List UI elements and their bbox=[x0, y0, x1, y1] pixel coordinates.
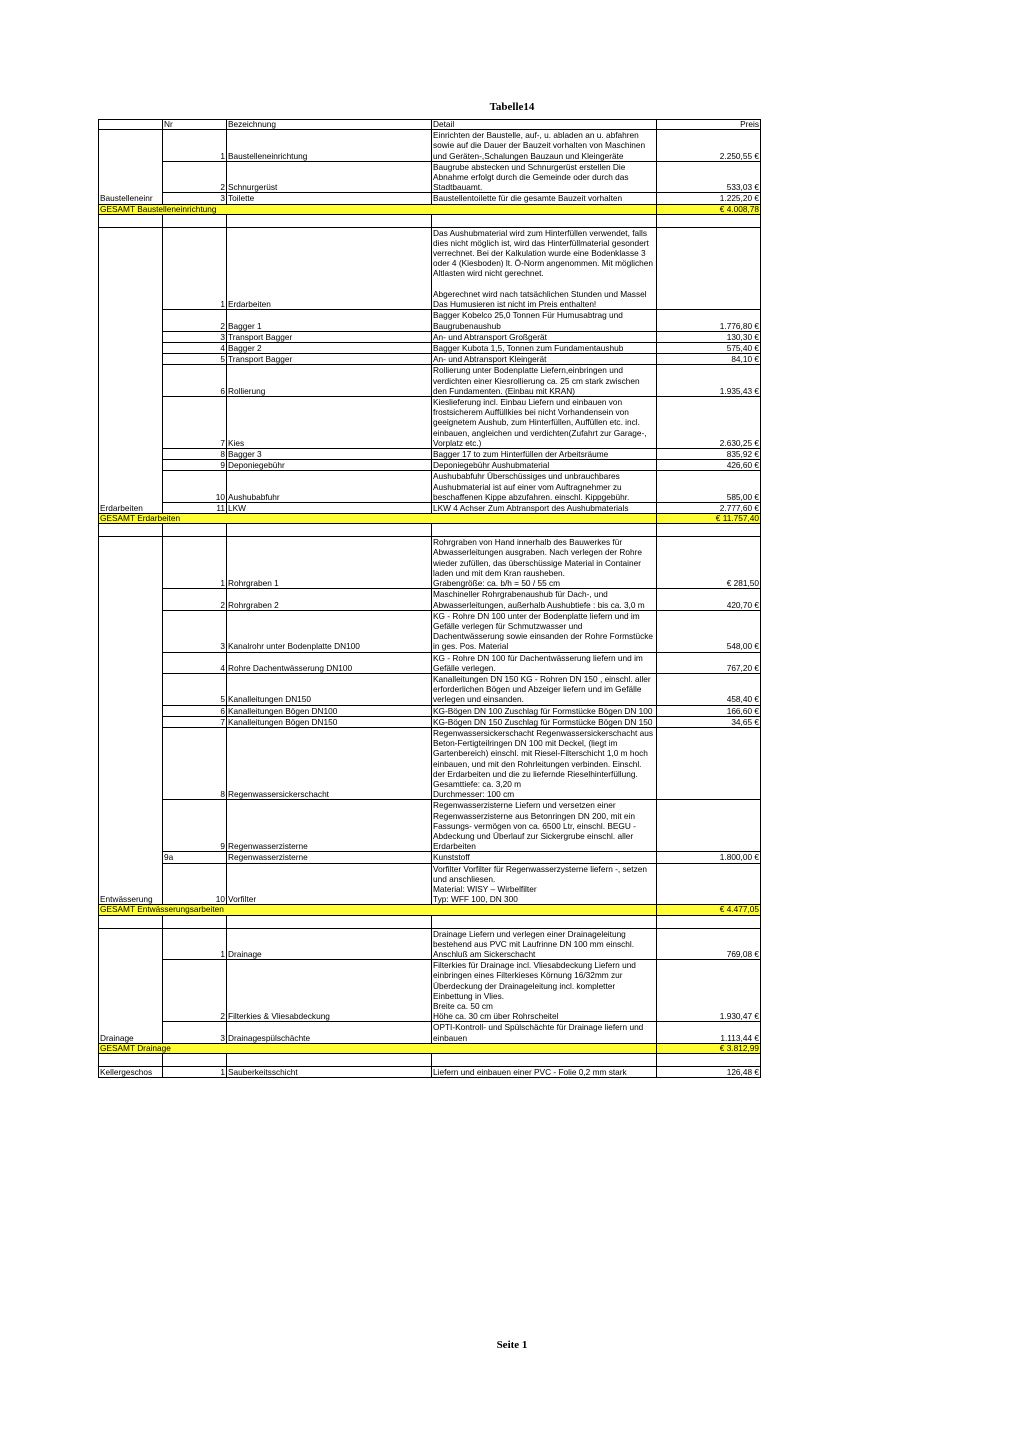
row-preis: 767,20 € bbox=[657, 652, 761, 673]
row-nr: 2 bbox=[163, 589, 227, 610]
row-preis bbox=[657, 863, 761, 905]
row-bezeichnung: Erdarbeiten bbox=[227, 227, 432, 310]
row-preis: 1.776,80 € bbox=[657, 310, 761, 331]
table-row bbox=[99, 396, 761, 448]
spacer-cell bbox=[227, 1053, 432, 1066]
row-detail: Einrichten der Baustelle, auf-, u. abladen an u. abfahren sowie auf die Dauer der Bauzeit vorhalten von Maschinen und Geräten-,Schalungen Bauzaun und Kleingeräte bbox=[432, 130, 657, 162]
section-total-value: € 4.008,78 bbox=[657, 204, 761, 214]
spacer-cell bbox=[227, 214, 432, 227]
spacer-cell bbox=[163, 1053, 227, 1066]
row-bezeichnung: Regenwasserzisterne bbox=[227, 800, 432, 852]
row-nr: 4 bbox=[163, 342, 227, 353]
row-detail: Regenwassersickerschacht Regenwassersickerschacht aus Beton-Fertigteilringen DN 100 mit Deckel, (liegt im Gartenbereich) einschl. mit Riesel-Filterschicht 1,0 m hoch einbauen, und mit den Rohrleitungen verbinden. Einschl. der Erdarbeiten und die zu liefernde Rieselhinterfüllung. Gesamttiefe: ca. 3,20 m Durchmesser: 100 cm bbox=[432, 727, 657, 799]
row-bezeichnung: Filterkies & Vliesabdeckung bbox=[227, 960, 432, 1022]
row-nr: 3 bbox=[163, 610, 227, 652]
row-preis: 84,10 € bbox=[657, 354, 761, 365]
table-row bbox=[99, 460, 761, 471]
row-nr: 9 bbox=[163, 800, 227, 852]
section-total-value: € 3.812,99 bbox=[657, 1043, 761, 1053]
section-label: Drainage bbox=[99, 928, 163, 1043]
table-row bbox=[99, 716, 761, 727]
row-detail: Bagger Kubota 1,5, Tonnen zum Fundamentaushub bbox=[432, 342, 657, 353]
row-bezeichnung: Schnurgerüst bbox=[227, 161, 432, 193]
table-row bbox=[99, 673, 761, 705]
table-row bbox=[99, 852, 761, 863]
section-total-label: GESAMT Drainage bbox=[99, 1043, 657, 1053]
row-detail: Regenwasserzisterne Liefern und versetzen einer Regenwasserzisterne aus Betonringen DN 200, mit ein Fassungs- vermögen von ca. 6500 Ltr, einschl. BEGU - Abdeckung und Überlauf zur Sickergrube einschl. aller Erdarbeiten bbox=[432, 800, 657, 852]
table-row bbox=[99, 800, 761, 852]
page-footer: Seite 1 bbox=[496, 1339, 528, 1351]
row-preis bbox=[657, 227, 761, 310]
table-row bbox=[99, 589, 761, 610]
row-nr: 3 bbox=[163, 331, 227, 342]
row-preis: 575,40 € bbox=[657, 342, 761, 353]
row-preis: 533,03 € bbox=[657, 161, 761, 193]
row-nr: 3 bbox=[163, 193, 227, 204]
row-bezeichnung: Kanalrohr unter Bodenplatte DN100 bbox=[227, 610, 432, 652]
spacer-cell bbox=[227, 524, 432, 537]
row-preis: 1.225,20 € bbox=[657, 193, 761, 204]
row-preis: € 281,50 bbox=[657, 537, 761, 589]
row-bezeichnung: Toilette bbox=[227, 193, 432, 204]
row-bezeichnung: Transport Bagger bbox=[227, 354, 432, 365]
row-bezeichnung: Transport Bagger bbox=[227, 331, 432, 342]
row-nr: 1 bbox=[163, 227, 227, 310]
spacer-cell bbox=[657, 214, 761, 227]
row-detail: Vorfilter Vorfilter für Regenwasserzysterne liefern -, setzen und anschliesen. Material: WISY – Wirbelfilter Typ: WFF 100, DN 300 bbox=[432, 863, 657, 905]
header-section-cell bbox=[99, 120, 163, 130]
row-detail: Rohrgraben von Hand innerhalb des Bauwerkes für Abwasserleitungen ausgraben. Nach verlegen der Rohre wieder zufüllen, das überschüssige Material in Container laden und mit dem Kran rausheben. Grabengröße: ca. b/h = 50 / 55 cm bbox=[432, 537, 657, 589]
table-row bbox=[99, 161, 761, 193]
spacer-cell bbox=[432, 214, 657, 227]
row-preis: 1.935,43 € bbox=[657, 365, 761, 397]
row-detail: Kieslieferung incl. Einbau Liefern und einbauen von frostsicherem Auffüllkies bei nicht Vorhandensein von geeignetem Aushub, zum Hinterfüllen, Auffüllen etc. incl. einbauen, angleichen und verdichten(Zufahrt zur Garage-, Vorplatz etc.) bbox=[432, 396, 657, 448]
spacer-cell bbox=[99, 1053, 163, 1066]
row-bezeichnung: Baustelleneinrichtung bbox=[227, 130, 432, 162]
row-nr: 8 bbox=[163, 727, 227, 799]
row-detail: LKW 4 Achser Zum Abtransport des Aushubmaterials bbox=[432, 502, 657, 513]
row-bezeichnung: Kanalleitungen Bögen DN150 bbox=[227, 716, 432, 727]
row-nr: 1 bbox=[163, 537, 227, 589]
table-header-row bbox=[99, 120, 761, 130]
table-row bbox=[99, 310, 761, 331]
header-nr: Nr bbox=[163, 120, 227, 130]
row-detail: Liefern und einbauen einer PVC - Folie 0,2 mm stark bbox=[432, 1066, 657, 1077]
row-bezeichnung: Bagger 1 bbox=[227, 310, 432, 331]
row-bezeichnung: Rohrgraben 1 bbox=[227, 537, 432, 589]
row-preis: 835,92 € bbox=[657, 448, 761, 459]
section-total-value: € 4.477,05 bbox=[657, 905, 761, 915]
row-detail: Rollierung unter Bodenplatte Liefern,einbringen und verdichten einer Kiesrollierung ca. 25 cm stark zwischen den Fundamenten. (Einbau mit KRAN) bbox=[432, 365, 657, 397]
spacer-cell bbox=[657, 524, 761, 537]
header-detail: Detail bbox=[432, 120, 657, 130]
row-bezeichnung: Regenwasserzisterne bbox=[227, 852, 432, 863]
row-nr: 8 bbox=[163, 448, 227, 459]
row-nr: 9 bbox=[163, 460, 227, 471]
row-bezeichnung: Drainagespülschächte bbox=[227, 1022, 432, 1043]
table-row bbox=[99, 928, 761, 960]
row-bezeichnung: Deponiegebühr bbox=[227, 460, 432, 471]
row-detail: Baustellentoilette für die gesamte Bauzeit vorhalten bbox=[432, 193, 657, 204]
row-preis: 1.930,47 € bbox=[657, 960, 761, 1022]
row-bezeichnung: Bagger 2 bbox=[227, 342, 432, 353]
row-preis: 548,00 € bbox=[657, 610, 761, 652]
row-bezeichnung: Kies bbox=[227, 396, 432, 448]
row-detail: KG-Bögen DN 150 Zuschlag für Formstücke Bögen DN 150 bbox=[432, 716, 657, 727]
section-total-label: GESAMT Baustelleneinrichtung bbox=[99, 204, 657, 214]
row-nr: 2 bbox=[163, 310, 227, 331]
row-nr: 3 bbox=[163, 1022, 227, 1043]
spacer-cell bbox=[657, 915, 761, 928]
row-nr: 1 bbox=[163, 1066, 227, 1077]
spacer-cell bbox=[99, 214, 163, 227]
row-preis: 2.630,25 € bbox=[657, 396, 761, 448]
table-row bbox=[99, 537, 761, 589]
row-bezeichnung: Kanalleitungen Bögen DN100 bbox=[227, 705, 432, 716]
section-spacer-row bbox=[99, 915, 761, 928]
section-total-row bbox=[99, 905, 761, 915]
spacer-cell bbox=[99, 915, 163, 928]
row-nr: 6 bbox=[163, 705, 227, 716]
row-preis: 166,60 € bbox=[657, 705, 761, 716]
row-preis: 130,30 € bbox=[657, 331, 761, 342]
table-row bbox=[99, 130, 761, 162]
row-bezeichnung: Rohre Dachentwässerung DN100 bbox=[227, 652, 432, 673]
row-nr: 4 bbox=[163, 652, 227, 673]
table-row bbox=[99, 863, 761, 905]
row-detail: Bagger Kobelco 25,0 Tonnen Für Humusabtrag und Baugrubenaushub bbox=[432, 310, 657, 331]
row-detail: KG - Rohre DN 100 für Dachentwässerung liefern und im Gefälle verlegen. bbox=[432, 652, 657, 673]
row-preis: 2.250,55 € bbox=[657, 130, 761, 162]
row-nr: 10 bbox=[163, 471, 227, 503]
row-preis: 426,60 € bbox=[657, 460, 761, 471]
row-nr: 2 bbox=[163, 960, 227, 1022]
row-detail: Bagger 17 to zum Hinterfüllen der Arbeitsräume bbox=[432, 448, 657, 459]
table-row bbox=[99, 354, 761, 365]
spacer-cell bbox=[163, 524, 227, 537]
row-detail: An- und Abtransport Kleingerät bbox=[432, 354, 657, 365]
row-bezeichnung: Aushubabfuhr bbox=[227, 471, 432, 503]
page-title: Tabelle14 bbox=[489, 101, 535, 113]
table-row bbox=[99, 331, 761, 342]
row-preis: 1.800,00 € bbox=[657, 852, 761, 863]
row-preis: 2.777,60 € bbox=[657, 502, 761, 513]
section-spacer-row bbox=[99, 524, 761, 537]
spacer-cell bbox=[432, 524, 657, 537]
section-total-label: GESAMT Entwässerungsarbeiten bbox=[99, 905, 657, 915]
row-bezeichnung: Bagger 3 bbox=[227, 448, 432, 459]
row-bezeichnung: Vorfilter bbox=[227, 863, 432, 905]
header-preis: Preis bbox=[657, 120, 761, 130]
spacer-cell bbox=[99, 524, 163, 537]
row-detail: Kunststoff bbox=[432, 852, 657, 863]
row-nr: 6 bbox=[163, 365, 227, 397]
spacer-cell bbox=[657, 1053, 761, 1066]
spacer-cell bbox=[432, 1053, 657, 1066]
section-label: Kellergeschos bbox=[99, 1066, 163, 1077]
table-row bbox=[99, 365, 761, 397]
row-bezeichnung: Drainage bbox=[227, 928, 432, 960]
table-row bbox=[99, 652, 761, 673]
spacer-cell bbox=[163, 214, 227, 227]
row-detail: KG - Rohre DN 100 unter der Bodenplatte liefern und im Gefälle verlegen für Schmutzwasser und Dachentwässerung sowie einsanden der Rohre Formstücke in ges. Pos. Material bbox=[432, 610, 657, 652]
row-detail: KG-Bögen DN 100 Zuschlag für Formstücke Bögen DN 100 bbox=[432, 705, 657, 716]
table-row bbox=[99, 1066, 761, 1077]
spacer-cell bbox=[432, 915, 657, 928]
row-nr: 10 bbox=[163, 863, 227, 905]
table-row bbox=[99, 727, 761, 799]
row-bezeichnung: LKW bbox=[227, 502, 432, 513]
row-detail: Aushubabfuhr Überschüssiges und unbrauchbares Aushubmaterial ist auf einer vom Auftragnehmer zu beschaffenen Kippe abzufahren. einschl. Kippgebühr. bbox=[432, 471, 657, 503]
row-bezeichnung: Regenwassersickerschacht bbox=[227, 727, 432, 799]
row-preis: 769,08 € bbox=[657, 928, 761, 960]
section-total-row bbox=[99, 1043, 761, 1053]
table-row bbox=[99, 960, 761, 1022]
section-label: Baustelleneinr bbox=[99, 130, 163, 204]
row-nr: 7 bbox=[163, 716, 227, 727]
table-row bbox=[99, 502, 761, 513]
row-preis: 34,65 € bbox=[657, 716, 761, 727]
spacer-cell bbox=[227, 915, 432, 928]
row-detail: OPTI-Kontroll- und Spülschächte für Drainage liefern und einbauen bbox=[432, 1022, 657, 1043]
row-nr: 1 bbox=[163, 130, 227, 162]
row-bezeichnung: Rollierung bbox=[227, 365, 432, 397]
row-detail: Kanalleitungen DN 150 KG - Rohren DN 150 , einschl. aller erforderlichen Bögen und Abzeiger liefern und im Gefälle verlegen und einsanden. bbox=[432, 673, 657, 705]
section-label: Erdarbeiten bbox=[99, 227, 163, 513]
table-row bbox=[99, 1022, 761, 1043]
row-detail: Deponiegebühr Aushubmaterial bbox=[432, 460, 657, 471]
section-label: Entwässerung bbox=[99, 537, 163, 905]
row-detail: Drainage Liefern und verlegen einer Drainageleitung bestehend aus PVC mit Laufrinne DN 100 mm einschl. Anschluß am Sickerschacht bbox=[432, 928, 657, 960]
table-row bbox=[99, 342, 761, 353]
row-nr: 5 bbox=[163, 673, 227, 705]
section-spacer-row bbox=[99, 1053, 761, 1066]
section-total-row bbox=[99, 514, 761, 524]
section-total-value: € 11.757,40 bbox=[657, 514, 761, 524]
row-nr: 11 bbox=[163, 502, 227, 513]
row-preis: 420,70 € bbox=[657, 589, 761, 610]
section-spacer-row bbox=[99, 214, 761, 227]
header-bezeichnung: Bezeichnung bbox=[227, 120, 432, 130]
row-nr: 5 bbox=[163, 354, 227, 365]
spacer-cell bbox=[163, 915, 227, 928]
row-nr: 1 bbox=[163, 928, 227, 960]
row-preis: 458,40 € bbox=[657, 673, 761, 705]
table-row bbox=[99, 227, 761, 310]
row-preis bbox=[657, 800, 761, 852]
row-detail: Filterkies für Drainage incl. Vliesabdeckung Liefern und einbringen eines Filterkieses Körnung 16/32mm zur Überdeckung der Drainageleitung incl. kompletter Einbettung in Vlies. Breite ca. 50 cm Höhe ca. 30 cm über Rohrscheitel bbox=[432, 960, 657, 1022]
row-nr: 9a bbox=[163, 852, 227, 863]
row-preis: 585,00 € bbox=[657, 471, 761, 503]
row-preis: 126,48 € bbox=[657, 1066, 761, 1077]
table-row bbox=[99, 471, 761, 503]
section-total-label: GESAMT Erdarbeiten bbox=[99, 514, 657, 524]
row-bezeichnung: Kanalleitungen DN150 bbox=[227, 673, 432, 705]
section-total-row bbox=[99, 204, 761, 214]
table-row bbox=[99, 705, 761, 716]
row-bezeichnung: Rohrgraben 2 bbox=[227, 589, 432, 610]
table-row bbox=[99, 448, 761, 459]
row-nr: 2 bbox=[163, 161, 227, 193]
row-preis: 1.113,44 € bbox=[657, 1022, 761, 1043]
row-detail: Maschineller Rohrgrabenaushub für Dach-, und Abwasserleitungen, außerhalb Aushubtiefe : bis ca. 3,0 m bbox=[432, 589, 657, 610]
row-detail: Baugrube abstecken und Schnurgerüst erstellen Die Abnahme erfolgt durch die Gemeinde oder durch das Stadtbauamt. bbox=[432, 161, 657, 193]
row-nr: 7 bbox=[163, 396, 227, 448]
row-detail: Das Aushubmaterial wird zum Hinterfüllen verwendet, falls dies nicht möglich ist, wird das Hinterfüllmaterial gesondert verrechnet. Bei der Kalkulation wurde eine Bodenklasse 3 oder 4 (Kiesboden) lt. Ö-Norm angenommen. Mit möglichen Altlasten wird nicht gerechnet. Abgerechnet wird nach tatsächlichen Stunden und Massel Das Humusieren ist nicht im Preis enthalten! bbox=[432, 227, 657, 310]
table-row bbox=[99, 610, 761, 652]
row-preis bbox=[657, 727, 761, 799]
row-bezeichnung: Sauberkeitsschicht bbox=[227, 1066, 432, 1077]
row-detail: An- und Abtransport Großgerät bbox=[432, 331, 657, 342]
table-row bbox=[99, 193, 761, 204]
price-table bbox=[98, 119, 761, 1078]
